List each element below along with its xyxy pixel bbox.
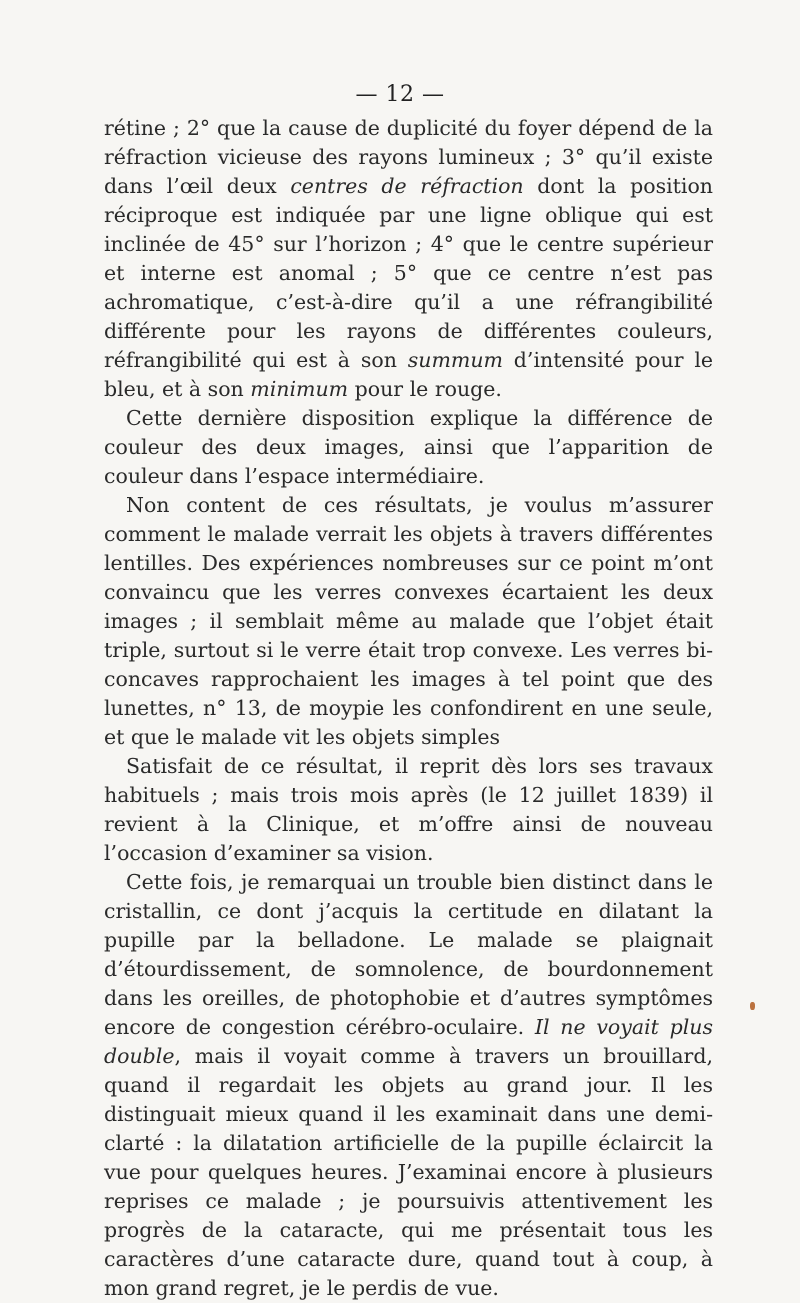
paragraph <box>104 868 713 1303</box>
text-segment: Cette dernière disposition explique la différence de couleur des deux images, ainsi que l’apparition de couleur dans l’espace intermédiaire. <box>104 406 713 488</box>
text-segment: Cette fois, je remarquai un trouble bien distinct dans le cristallin, ce dont j’acquis la certitude en dilatant la pupille par la belladone. Le malade se plaignait d’étourdissement, de somnolence, de bourdonnement dans les oreilles, de photophobie et d’autres symptômes encore de congestion cérébro-oculaire. <box>104 870 713 1039</box>
italic-phrase: Il ne voyait plus double <box>104 1015 713 1068</box>
text-segment: dont la position réciproque est indiquée par une ligne oblique qui est inclinée de 45° sur l’horizon ; 4° que le centre supérieur et interne est anomal ; 5° que ce centre n’est pas achromatique, c’est-à-dire qu’il a une réfrangibilité différente pour les rayons de différentes couleurs, réfrangibilité qui est à son <box>104 174 713 372</box>
text-segment: , mais il voyait comme à travers un brouillard, quand il regardait les objets au grand jour. Il les distinguait mieux quand il les examinait dans une demi-clarté : la dilatation artificielle de la pupille éclaircit la vue pour quelques heures. J’examinai encore à plusieurs reprises ce malade ; je poursuivis attentivement les progrès de la cataracte, qui me présentait tous les caractères d’une cataracte dure, quand tout à coup, à mon grand regret, je le perdis de vue. <box>104 1044 713 1300</box>
italic-phrase: minimum <box>250 377 349 401</box>
text-segment: d’intensité pour le bleu, et à son <box>104 348 714 401</box>
page-number: — 12 — <box>355 82 445 107</box>
paragraph <box>104 404 713 491</box>
ink-speck <box>750 1002 755 1010</box>
body-text <box>104 114 713 1303</box>
paragraph <box>104 752 713 868</box>
text-segment: pour le rouge. <box>348 377 502 401</box>
text-segment: Non content de ces résultats, je voulus m’assurer comment le malade verrait les objets à travers différentes lentilles. Des expériences nombreuses sur ce point m’ont convaincu que les verres convexes écartaient les deux images ; il semblait même au malade que l’objet était triple, surtout si le verre était trop convexe. Les verres bi-concaves rapprochaient les images à tel point que des lunettes, n° 13, de moypie les confondirent en une seule, et que le malade vit les objets simples <box>104 493 713 749</box>
italic-phrase: summum <box>407 348 503 372</box>
italic-phrase: centres de réfraction <box>290 174 524 198</box>
text-segment: rétine ; 2° que la cause de duplicité du foyer dépend de la réfraction vicieuse des rayons lumineux ; 3° qu’il existe dans l’œil deux <box>104 116 713 198</box>
text-segment: Satisfait de ce résultat, il reprit dès lors ses travaux habituels ; mais trois mois après (le 12 juillet 1839) il revient à la Clinique, et m’offre ainsi de nouveau l’occasion d’examiner sa vision. <box>104 754 713 865</box>
paragraph <box>104 491 713 752</box>
paragraph <box>104 114 713 404</box>
